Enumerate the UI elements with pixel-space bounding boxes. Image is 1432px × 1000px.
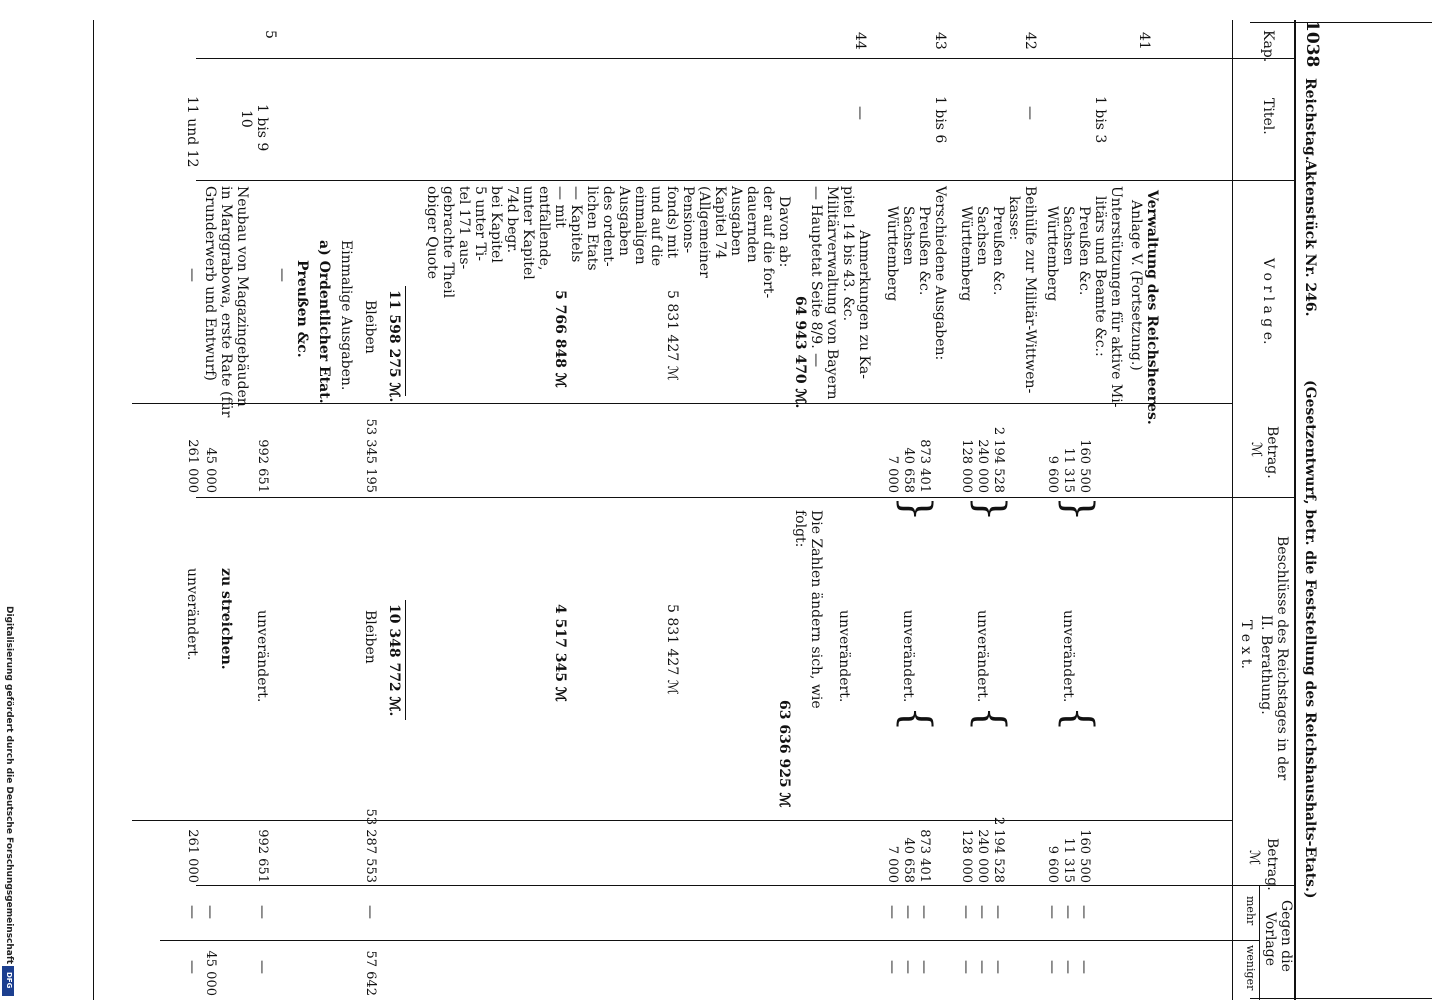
m-41b: — (1060, 905, 1076, 919)
neu-summe: 10 348 772 ℳ. (386, 604, 402, 717)
betrag-43b: 40 658 (901, 447, 916, 493)
zahlen-1: Die Zahlen ändern sich, wie (808, 510, 824, 709)
m-5a: — (254, 905, 270, 919)
davon-5: Kapitel 74 (712, 186, 728, 259)
w-5a: — (254, 960, 270, 974)
neu-bleiben: Bleiben (362, 610, 378, 664)
betrag-42a: 2 194 528 (991, 426, 1006, 493)
davon-19: bei Kapitel (488, 186, 504, 263)
preussen-42: Preußen &c. (990, 206, 1006, 296)
neubau-2: in Marggrabowa, erste Rate (für (218, 186, 234, 418)
col-divider-betrag (196, 497, 1296, 498)
neu-pens: 5 831 427 ℳ (664, 604, 680, 695)
brace-43: } (893, 496, 939, 522)
betrag-43c: 7 000 (885, 455, 900, 493)
davon-10: einmaligen (632, 186, 648, 265)
col-gegen: Gegen die (1278, 900, 1294, 972)
titel-5c: 11 und 12 (184, 96, 200, 168)
w-41c: — (1044, 960, 1060, 974)
document-sheet (120, 0, 1320, 1000)
neu-einm: 4 517 345 ℳ (552, 604, 568, 702)
col-weniger: weniger (1244, 945, 1257, 991)
anmerkungen-4: — Hauptetat Seite 8/9. — (808, 186, 824, 368)
davon-2: der auf die fort- (760, 186, 776, 299)
betrag-41b: 11 315 (1061, 447, 1076, 493)
kap-43: 43 (932, 32, 948, 50)
m-41c: — (1044, 905, 1060, 919)
davon-17: unter Kapitel (520, 186, 536, 280)
betrag-42c: 128 000 (959, 439, 974, 493)
r-42c: 128 000 (959, 829, 974, 883)
wuerttemberg-42: Württemberg (958, 206, 974, 302)
preussen-ordentlich: Preußen &c. (294, 260, 310, 358)
w-42a: — (990, 960, 1006, 974)
summe: 11 598 275 ℳ. (386, 290, 402, 403)
brace-43-right: { (893, 706, 939, 732)
anlage-text: Anlage V. (Fortsetzung.) (1128, 200, 1144, 371)
r-41a: 160 500 (1077, 829, 1092, 883)
r-41c: 9 600 (1045, 845, 1060, 883)
zahlen-2: folgt: (792, 510, 808, 548)
anmerkungen-5: 64 943 470 ℳ. (792, 296, 808, 409)
w-43a: — (916, 960, 932, 974)
col-titel: Titel. (1260, 98, 1276, 135)
header-right: (Gesetzentwurf, betr. die Feststellung des Reichshaushalts-Etats.) (1302, 380, 1318, 899)
m-43c: — (884, 905, 900, 919)
w-42b: — (974, 960, 990, 974)
credit-text: Digitalisierung gefördert durch die Deutsche Forschungsgemeinschaft (4, 606, 14, 965)
neu-mehr: — (362, 905, 378, 919)
betrag-5b: 45 000 (203, 447, 218, 493)
davon-13: lichen Etats (584, 186, 600, 271)
preussen-41: Preußen &c. (1076, 206, 1092, 296)
davon-15: — mit (552, 186, 568, 228)
r-5a: 992 651 (255, 829, 270, 883)
unterstuetzungen-1: Unterstützungen für aktive Mi- (1108, 186, 1124, 408)
kap-44: 44 (852, 32, 868, 50)
davon-11: Ausgaben (616, 186, 632, 256)
m-5b: — (202, 905, 218, 919)
kap-42: 42 (1022, 32, 1038, 50)
col-divider-vorlage (132, 403, 1232, 404)
col-divider-titel (196, 180, 1296, 181)
r-43a: 873 401 (917, 829, 932, 883)
davon-22: gebrachte Theil (440, 186, 456, 299)
header-left: Reichstag. (1302, 78, 1318, 161)
brace-41-right: { (1055, 706, 1101, 732)
davon-14: — Kapitels (568, 186, 584, 263)
brace-42: } (967, 496, 1013, 522)
sachsen-43: Sachsen (900, 206, 916, 266)
neubau-1: Neubau von Magazingebäuden (234, 186, 250, 407)
davon-18: 74d begr. (504, 186, 520, 254)
col-mehr: mehr (1244, 896, 1257, 926)
sachsen-42: Sachsen (974, 206, 990, 266)
unveraendert-5a: unverändert. (254, 610, 270, 703)
header-doc: Aktenstück Nr. 246. (1302, 160, 1318, 317)
col-gegen2: Vorlage (1262, 912, 1278, 967)
einmalige-betrag: 5 766 848 ℳ (552, 290, 568, 388)
sum-rule (405, 286, 406, 396)
wuerttemberg-43: Württemberg (884, 206, 900, 302)
r-5c: 261 000 (185, 829, 200, 883)
anmerkungen-3: Militärverwaltung von Bayern (824, 186, 840, 400)
w-42c: — (958, 960, 974, 974)
col-mark: ℳ (1248, 442, 1264, 457)
col-mark2: ℳ (1246, 850, 1262, 865)
col-beschluesse: Beschlüsse des Reichstages in der (1274, 536, 1290, 781)
col-divider-kap (196, 58, 1296, 59)
m-43a: — (916, 905, 932, 919)
davon-1: Davon ab: (776, 196, 792, 268)
davon-8: fonds) mit (664, 186, 680, 259)
r-43c: 7 000 (885, 845, 900, 883)
davon-9: und auf die (648, 186, 664, 267)
titel-41: 1 bis 3 (1092, 96, 1108, 144)
titel-44: — (852, 106, 868, 120)
brace-41: } (1055, 496, 1101, 522)
betrag-43a: 873 401 (917, 439, 932, 493)
beihuelfe-2: kasse: (1006, 196, 1022, 241)
dfg-logo: DFG (2, 966, 14, 996)
davon-12: des ordent- (600, 186, 616, 267)
betrag-5a: 992 651 (255, 439, 270, 493)
col-lesung: II. Berathung. (1258, 615, 1274, 715)
davon-23: obiger Quote (424, 186, 440, 280)
betrag-41c: 9 600 (1045, 455, 1060, 493)
titel-43: 1 bis 6 (932, 96, 948, 144)
w-41b: — (1060, 960, 1076, 974)
header-rule (1232, 20, 1233, 1000)
unterstuetzungen-2: litärs und Beamte &c.: (1092, 196, 1108, 357)
unveraendert-41: unverändert. (1060, 610, 1076, 703)
sachsen-41: Sachsen (1060, 206, 1076, 266)
bottom-rule (93, 20, 94, 1000)
zu-streichen: zu streichen. (218, 568, 234, 670)
verwaltung-heading: Verwaltung des Reichsheeres. (1144, 190, 1160, 425)
digitization-credit (0, 0, 18, 1000)
davon-7: Pensions- (680, 186, 696, 254)
kap-41: 41 (1136, 32, 1152, 50)
m-42a: — (990, 905, 1006, 919)
w-5c: — (184, 960, 200, 974)
davon-21: tel 171 aus- (456, 186, 472, 270)
dash-5: — (274, 268, 290, 282)
r-41b: 11 315 (1061, 837, 1076, 883)
preussen-43: Preußen &c. (916, 206, 932, 296)
davon-20: 5 unter Ti- (472, 186, 488, 261)
davon-3: dauernden (744, 186, 760, 263)
brace-42-right: { (967, 706, 1013, 732)
anmerkungen-1: Anmerkungen zu Ka- (856, 230, 872, 379)
col-divider-betrag2 (196, 885, 1296, 886)
col-text: T e x t. (1238, 620, 1254, 669)
beihuelfe-1: Beihülfe zur Militär-Wittwen- (1022, 186, 1038, 394)
pensions-betrag: 5 831 427 ℳ (664, 290, 680, 381)
titel-42: — (1022, 106, 1038, 120)
m-42c: — (958, 905, 974, 919)
r-42b: 240 000 (975, 829, 990, 883)
w-43b: — (900, 960, 916, 974)
m-43b: — (900, 905, 916, 919)
unveraendert-5c: unverändert. (184, 568, 200, 661)
col-kap: Kap. (1260, 30, 1276, 63)
neu-weniger: 57 642 (363, 950, 378, 996)
neubau-3: Grunderwerb und Entwurf) (202, 186, 218, 381)
kap-5: 5 (262, 30, 278, 39)
m-5c: — (184, 905, 200, 919)
w-5b: 45 000 (203, 950, 218, 996)
titel-5b: 10 (238, 110, 254, 128)
betrag-41a: 160 500 (1077, 439, 1092, 493)
col-vorlage: V o r l a g e. (1260, 258, 1276, 345)
anmerkungen-2: pitel 14 bis 43. &c. (840, 186, 856, 322)
m-41a: — (1076, 905, 1092, 919)
unveraendert-43: unverändert. (900, 610, 916, 703)
einmalige-heading: Einmalige Ausgaben. (338, 240, 354, 391)
neu-bleiben-betrag: 53 287 553 (363, 808, 378, 883)
bleiben-betrag: 53 345 195 (363, 418, 378, 493)
gegen-rule (1259, 885, 1260, 1000)
betrag-42b: 240 000 (975, 439, 990, 493)
davon-4: Ausgaben (728, 186, 744, 256)
wuerttemberg-41: Württemberg (1044, 206, 1060, 302)
unveraendert-42: unverändert. (974, 610, 990, 703)
m-42b: — (974, 905, 990, 919)
w-41a: — (1076, 960, 1092, 974)
neu-sum-rule (405, 600, 406, 720)
titel-5a: 1 bis 9 (254, 104, 270, 152)
dash-5c: — (184, 268, 200, 282)
davon-16: entfallende, (536, 186, 552, 271)
bleiben: Bleiben (362, 300, 378, 354)
top-rule (1294, 20, 1296, 1000)
w-43c: — (884, 960, 900, 974)
page-number: 1038 (1302, 20, 1322, 68)
unveraendert-44: unverändert. (836, 610, 852, 703)
r-43b: 40 658 (901, 837, 916, 883)
col-betrag2: Betrag. (1264, 838, 1280, 891)
r-42a: 2 194 528 (991, 816, 1006, 883)
davon-6: (Allgemeiner (696, 186, 712, 278)
neu-total: 63 636 925 ℳ (776, 700, 792, 808)
col-betrag: Betrag. (1264, 426, 1280, 479)
ordentlicher-etat: a) Ordentlicher Etat. (316, 240, 332, 404)
betrag-5c: 261 000 (185, 439, 200, 493)
verschiedene: Verschiedene Ausgaben: (932, 186, 948, 361)
col-divider-mehr (160, 940, 1260, 941)
